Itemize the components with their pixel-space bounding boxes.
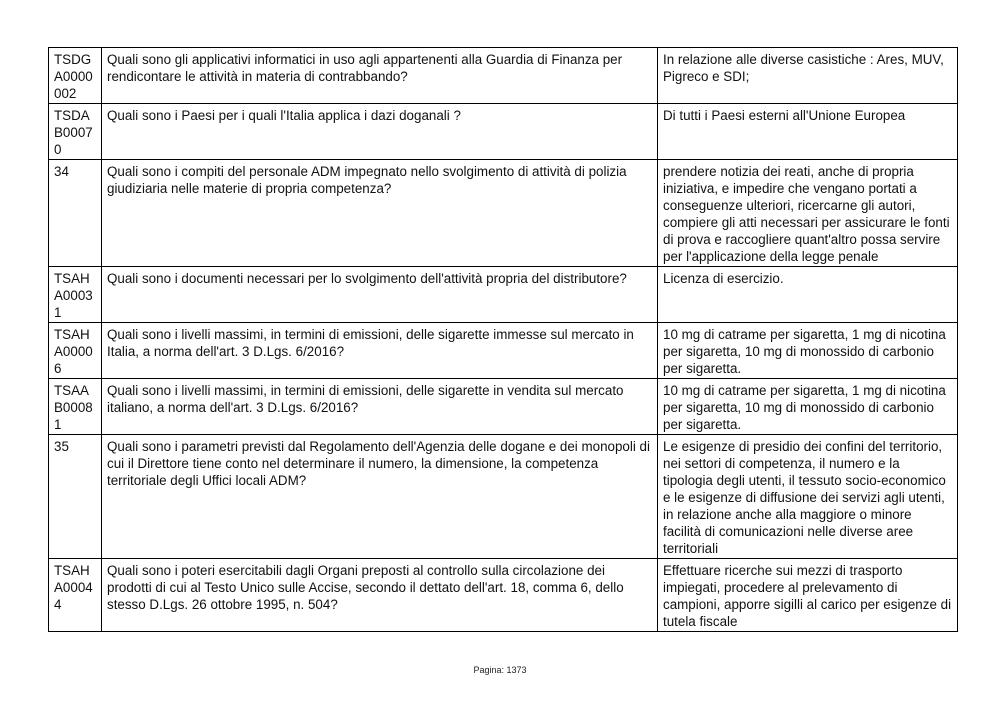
- answer-text: prendere notizia dei reati, anche di propria iniziativa, e impedire che vengano portati a conseguenze ulteriori, ricercarne gli autori, compiere gli atti necessari per assicurare le fonti di prova e raccogliere quant'altro possa servire per l'applicazione della legge penale: [658, 160, 958, 267]
- answer-text: Le esigenze di presidio dei confini del territorio, nei settori di competenza, il numero e la tipologia degli utenti, il tessuto socio-economico e le esigenze di diffusione dei servizi agli utenti, in relazione anche alla maggiore o minore facilità di comunicazioni nelle diverse aree territoriali: [658, 435, 958, 559]
- question-code: TSDG A0000 002: [49, 48, 102, 104]
- qa-table: [48, 47, 958, 632]
- question-text: Quali sono i documenti necessari per lo svolgimento dell'attività propria del distributore?: [102, 267, 658, 323]
- table-row: [49, 104, 958, 160]
- question-text: Quali sono i compiti del personale ADM impegnato nello svolgimento di attività di polizia giudiziaria nelle materie di propria competenza?: [102, 160, 658, 267]
- question-text: Quali sono i livelli massimi, in termini di emissioni, delle sigarette immesse sul mercato in Italia, a norma dell'art. 3 D.Lgs. 6/2016?: [102, 323, 658, 379]
- question-text: Quali sono i livelli massimi, in termini di emissioni, delle sigarette in vendita sul mercato italiano, a norma dell'art. 3 D.Lgs. 6/2016?: [102, 379, 658, 435]
- answer-text: Di tutti i Paesi esterni all'Unione Europea: [658, 104, 958, 160]
- question-code: TSAH A0003 1: [49, 267, 102, 323]
- question-code: 35: [49, 435, 102, 559]
- answer-text: Effettuare ricerche sui mezzi di trasporto impiegati, procedere al prelevamento di campioni, apporre sigilli al carico per esigenze di tutela fiscale: [658, 559, 958, 632]
- question-code: TSAH A0004 4: [49, 559, 102, 632]
- answer-text: 10 mg di catrame per sigaretta, 1 mg di nicotina per sigaretta, 10 mg di monossido di carbonio per sigaretta.: [658, 379, 958, 435]
- table-row: [49, 559, 958, 632]
- table-row: [49, 379, 958, 435]
- question-text: Quali sono i poteri esercitabili dagli Organi preposti al controllo sulla circolazione dei prodotti di cui al Testo Unico sulle Accise, secondo il dettato dell'art. 18, comma 6, dello stesso D.Lgs. 26 ottobre 1995, n. 504?: [102, 559, 658, 632]
- question-text: Quali sono gli applicativi informatici in uso agli appartenenti alla Guardia di Finanza per rendicontare le attività in materia di contrabbando?: [102, 48, 658, 104]
- question-text: Quali sono i parametri previsti dal Regolamento dell'Agenzia delle dogane e dei monopoli di cui il Direttore tiene conto nel determinare il numero, la dimensione, la competenza territoriale degli Uffici locali ADM?: [102, 435, 658, 559]
- question-code: TSAH A0000 6: [49, 323, 102, 379]
- table-row: [49, 267, 958, 323]
- answer-text: 10 mg di catrame per sigaretta, 1 mg di nicotina per sigaretta, 10 mg di monossido di carbonio per sigaretta.: [658, 323, 958, 379]
- question-code: 34: [49, 160, 102, 267]
- page-number: Pagina: 1373: [473, 665, 527, 675]
- table-row: [49, 435, 958, 559]
- table-row: [49, 323, 958, 379]
- question-text: Quali sono i Paesi per i quali l'Italia applica i dazi doganali ?: [102, 104, 658, 160]
- table-row: [49, 160, 958, 267]
- answer-text: Licenza di esercizio.: [658, 267, 958, 323]
- table-row: [49, 48, 958, 104]
- answer-text: In relazione alle diverse casistiche : Ares, MUV, Pigreco e SDI;: [658, 48, 958, 104]
- question-code: TSDA B0007 0: [49, 104, 102, 160]
- question-code: TSAA B0008 1: [49, 379, 102, 435]
